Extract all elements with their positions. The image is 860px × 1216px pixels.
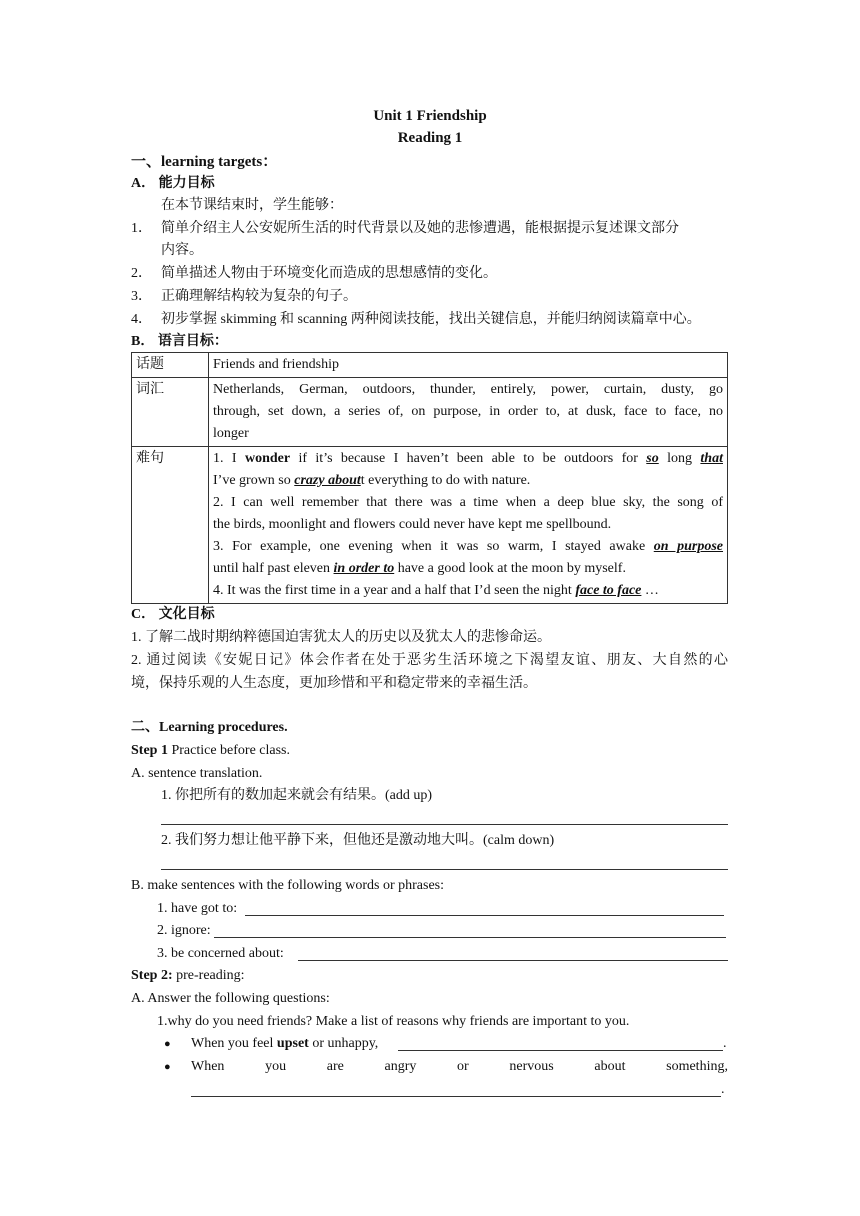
sentence-text: until half past eleven [213,561,334,576]
bullet-part: When you feel [191,1036,277,1051]
questions-heading: A. Answer the following questions: [131,991,330,1006]
bullet-icon: ● [164,1061,171,1073]
sentence-line: the birds, moonlight and flowers could never have kept me spellbound. [213,517,612,532]
bullet-word: or [457,1059,469,1074]
sentence-text: 3. For example, one evening when it was so warm, I stayed awake [213,539,654,554]
answer-line[interactable] [298,960,728,961]
bullet-word: you [265,1059,287,1074]
hard-sentences-label: 难句 [132,447,209,604]
answer-line[interactable] [398,1050,723,1051]
bullet-part: or unhappy, [308,1036,379,1051]
phrase-item: 3. be concerned about: [157,946,284,961]
keyword: crazy about [294,473,361,488]
answer-line[interactable] [214,937,726,938]
bullet-end: . [721,1082,725,1097]
question-item: 1.why do you need friends? Make a list of reasons why friends are important to you. [157,1014,630,1029]
keyword: wonder [244,451,291,466]
sentence-line: 2. I can well remember that there was a time when a deep blue sky, the song of [213,495,723,510]
keyword: face to face [575,583,642,598]
section2-heading: 二、Learning procedures. [131,720,288,735]
keyword: that [700,451,723,466]
sentence-line [213,448,723,470]
answer-line[interactable] [245,915,724,916]
topic-label: 话题 [132,353,209,378]
culture-goals-heading: C． 文化目标 [131,607,215,622]
step-text: pre-reading: [172,968,245,983]
keyword: on purpose [653,539,724,554]
ability-goals-intro: 在本节课结束时，学生能够： [161,198,343,213]
translation-item: 2. 我们努力想让他平静下来，但他还是激动地大叫。(calm down) [161,833,555,848]
sentence-text: I’ve grown so [213,473,295,488]
table-row [132,353,728,378]
phrase-item: 2. ignore: [157,923,211,938]
section1-heading: 一、learning targets： [131,154,278,170]
sentence-text: if it’s because I haven’t been able to be outdoors for [290,451,647,466]
phrase-item: 1. have got to: [157,901,238,916]
step-label: Step 1 [131,743,168,758]
bullet-word: When [191,1059,225,1074]
sentence-text: have a good look at the moon by myself. [394,561,626,576]
translation-heading: A. sentence translation. [131,766,263,781]
answer-line[interactable] [191,1096,721,1097]
bullet-end: . [723,1036,727,1051]
bullet-word: nervous [509,1059,554,1074]
bullet-word: something, [666,1059,728,1074]
vocab-line: through, set down, a series of, on purpose, in order to, at dusk, face to face, no [213,404,723,419]
vocab-line: longer [213,426,249,441]
ability-item-text-cont: 内容。 [161,243,203,258]
ability-item-text: 初步掌握 skimming 和 scanning 两种阅读技能，找出关键信息，并能归纳阅读篇章中心。 [161,312,701,327]
step2-line [131,967,245,985]
ability-goals-heading: A． 能力目标 [131,176,215,191]
language-goals-table [131,352,728,604]
answer-line[interactable] [161,869,728,870]
topic-value: Friends and friendship [209,353,728,378]
translation-item: 1. 你把所有的数加起来就会有结果。(add up) [161,788,433,803]
ability-item-number: 1． [131,221,152,236]
hard-sentences-cell [209,447,728,604]
bullet-text [191,1035,378,1053]
ability-item-number: 4． [131,312,152,327]
step-label: Step 2: [131,968,173,983]
language-goals-heading: B． 语言目标： [131,334,228,349]
bullet-text [191,1058,728,1076]
sentence-text: t everything to do with nature. [360,473,531,488]
bullet-word: angry [384,1059,417,1074]
ability-item-text: 简单介绍主人公安妮所生活的时代背景以及她的悲惨遭遇，能根据提示复述课文部分 [161,221,679,236]
step-text: Practice before class. [167,743,291,758]
table-row [132,447,728,604]
sentence-text: … [641,583,659,598]
sentence-line [213,558,723,580]
ability-item-text: 简单描述人物由于环境变化而造成的思想感情的变化。 [161,266,497,281]
ability-item-text: 正确理解结构较为复杂的句子。 [161,289,357,304]
culture-item: 1. 了解二战时期纳粹德国迫害犹太人的历史以及犹太人的悲惨命运。 [131,630,551,645]
bullet-word: about [594,1059,626,1074]
bullet-word: are [326,1059,344,1074]
document-title: Unit 1 Friendship [373,108,487,124]
keyword: upset [276,1036,309,1051]
sentence-text: 4. It was the first time in a year and a half that I’d seen the night [213,583,576,598]
vocab-line: Netherlands, German, outdoors, thunder, entirely, power, curtain, dusty, go [213,382,723,397]
sentence-text: long [658,451,701,466]
culture-item: 2. 通过阅读《安妮日记》体会作者在处于恶劣生活环境之下渴望友谊、朋友、大自然的心 [131,653,728,668]
vocab-cell [209,378,728,447]
answer-line[interactable] [161,824,728,825]
sentence-text: 1. I [213,451,245,466]
culture-item-cont: 境，保持乐观的人生态度，更加珍惜和平和稳定带来的幸福生活。 [131,676,537,691]
make-sentences-heading: B. make sentences with the following words or phrases: [131,878,444,893]
sentence-line [213,580,723,602]
step1-line [131,742,290,760]
keyword: in order to [333,561,395,576]
ability-item-number: 3． [131,289,152,304]
table-row [132,378,728,447]
sentence-line [213,536,723,558]
sentence-line [213,470,723,492]
document-subtitle: Reading 1 [397,130,463,146]
ability-item-number: 2． [131,266,152,281]
vocab-label: 词汇 [132,378,209,447]
bullet-icon: ● [164,1038,171,1050]
keyword: so [646,451,659,466]
